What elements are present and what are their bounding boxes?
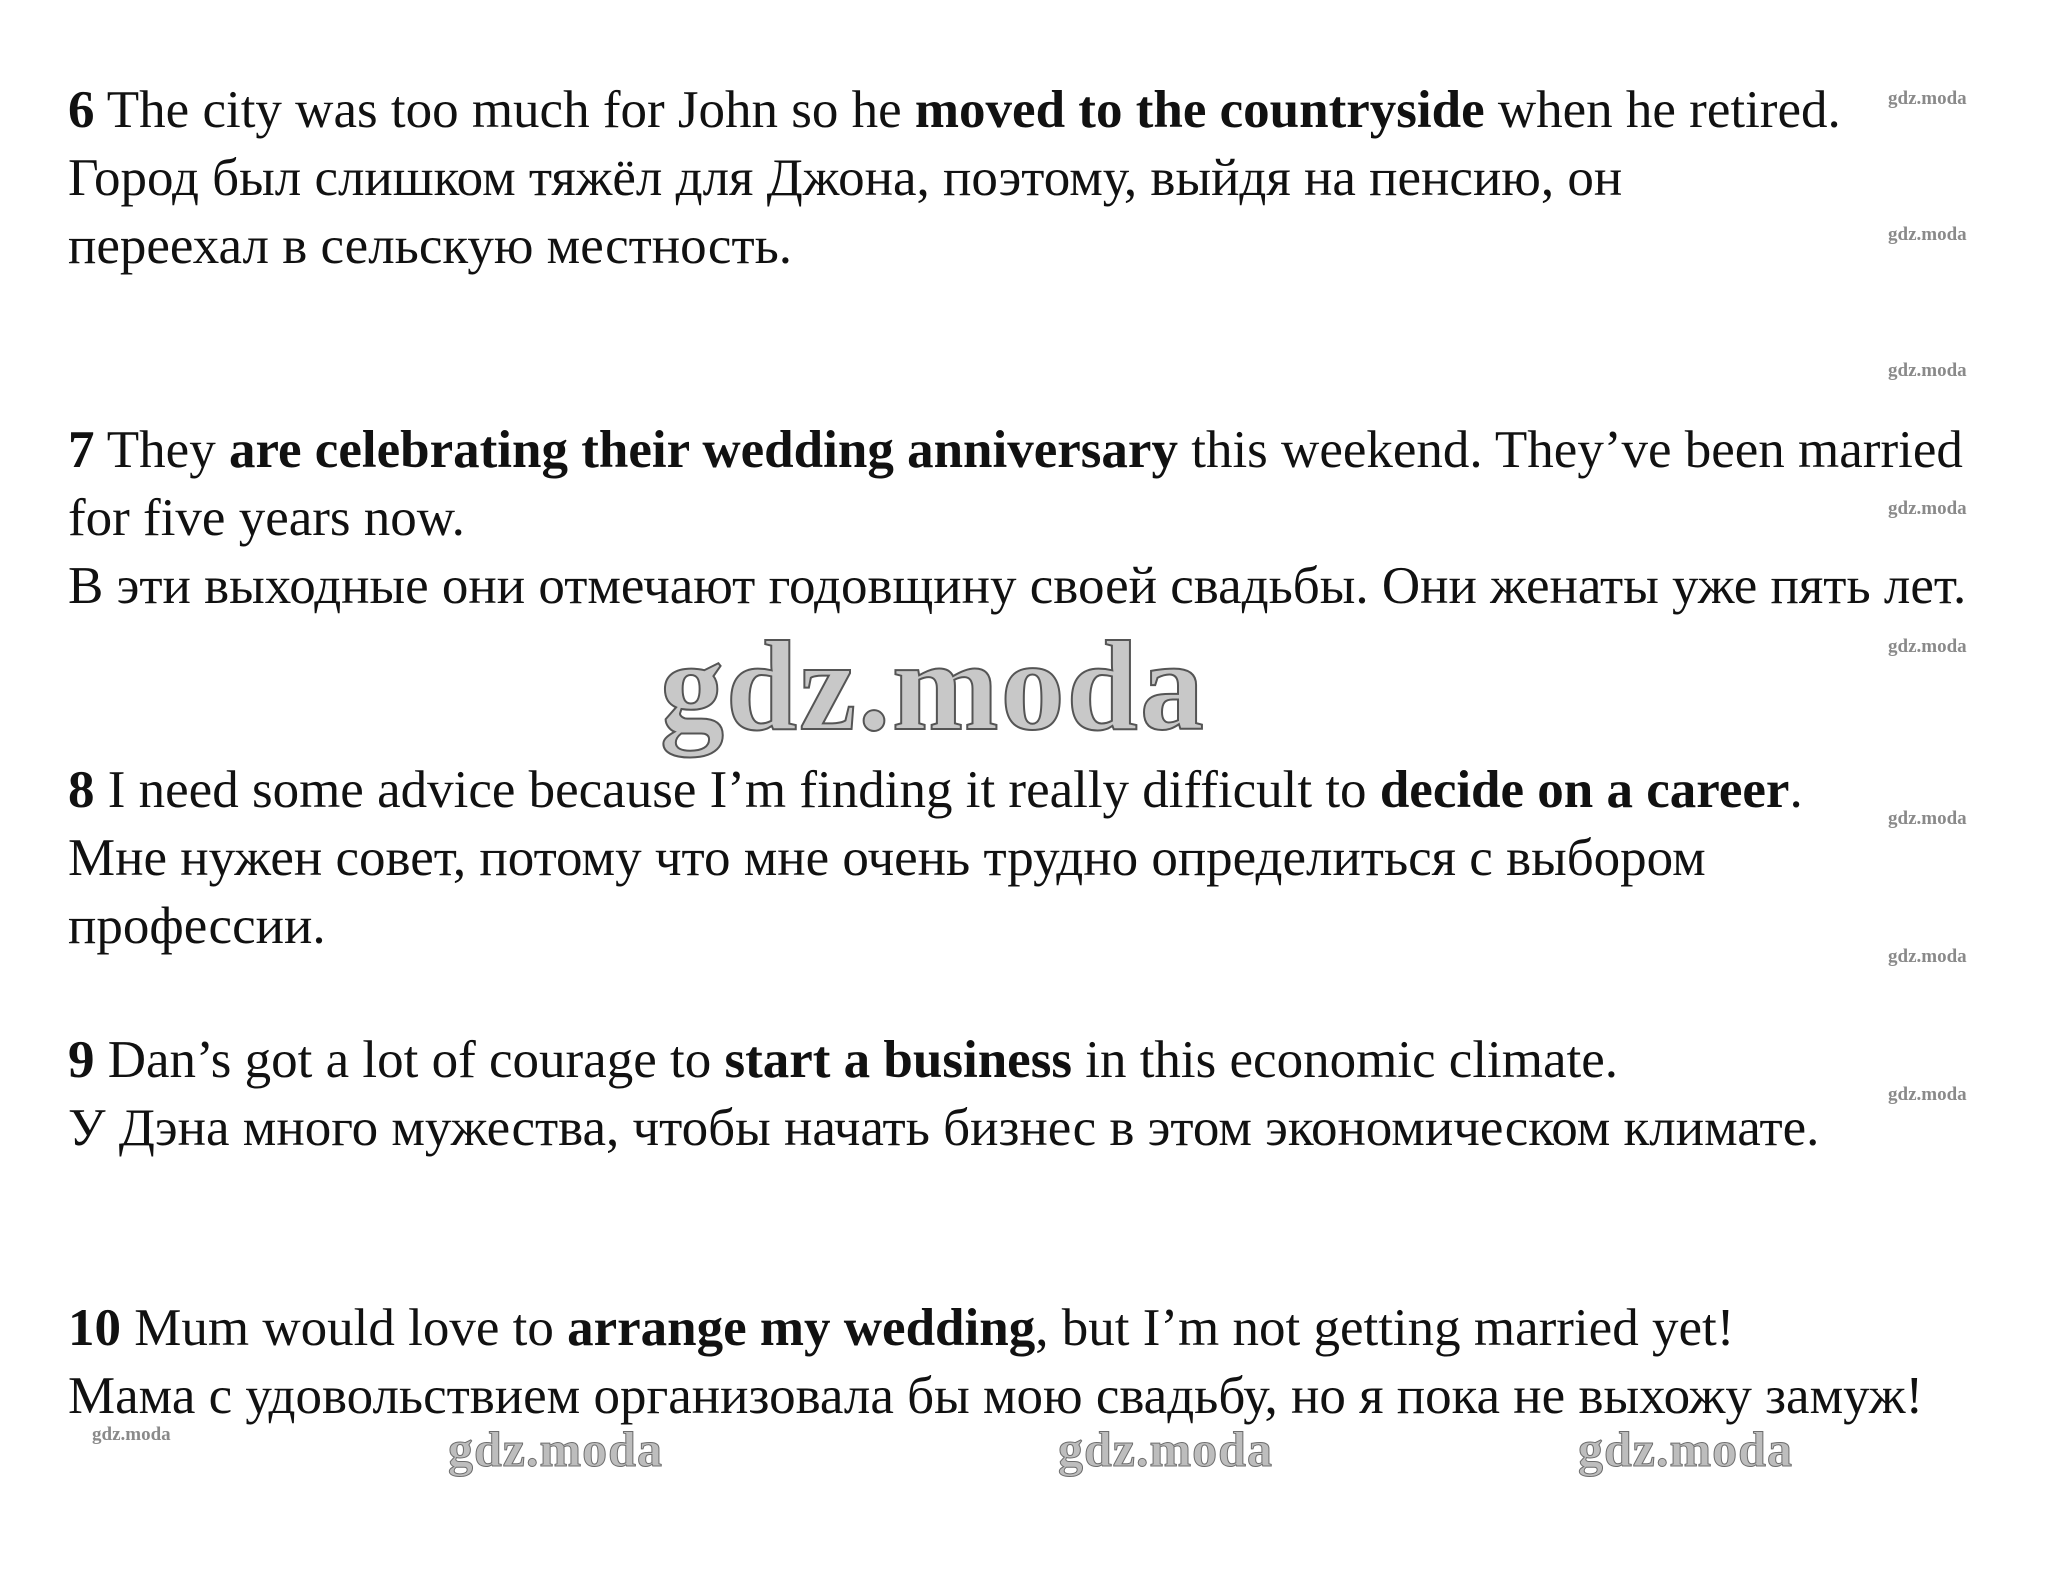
english-sentence (68, 1294, 2018, 1362)
key-phrase: arrange my wedding (567, 1299, 1036, 1357)
english-sentence (68, 1026, 1968, 1094)
watermark-large: gdz.moda (660, 615, 1206, 757)
sentence-text: this weekend. They’ve been married for five years now. (68, 421, 2003, 547)
watermark-small: gdz.moda (1888, 1084, 1967, 1105)
russian-translation: В эти выходные они отмечают годовщину своей свадьбы. Они женаты уже пять лет. (68, 557, 1967, 615)
watermark-medium: gdz.moda (448, 1421, 663, 1477)
sentence-text: when he retired. (1484, 81, 1841, 139)
russian-translation: Мама с удовольствием организовала бы мою свадьбу, но я пока не выхожу замуж! (68, 1367, 1924, 1425)
sentence-text: The city was too much for John so he (94, 81, 915, 139)
item-number: 10 (68, 1299, 121, 1357)
sentence-text: Mum would love to (121, 1299, 568, 1357)
item-number: 7 (68, 421, 95, 479)
watermark-small: gdz.moda (1888, 946, 1967, 967)
english-sentence (68, 416, 2018, 552)
watermark-small: gdz.moda (1888, 360, 1967, 381)
watermark-small: gdz.moda (92, 1424, 171, 1445)
watermark-small: gdz.moda (1888, 636, 1967, 657)
sentence-text: in this economic climate. (1071, 1031, 1619, 1089)
english-sentence (68, 756, 2058, 824)
exercise-item-10 (68, 1294, 2018, 1430)
watermark-small: gdz.moda (1888, 224, 1967, 245)
watermark-small: gdz.moda (1888, 88, 1967, 109)
item-number: 6 (68, 81, 95, 139)
watermark-medium: gdz.moda (1578, 1421, 1793, 1477)
key-phrase: decide on a career (1379, 761, 1790, 819)
exercise-item-6 (68, 76, 1868, 280)
russian-translation: Город был слишком тяжёл для Джона, поэтому, выйдя на пенсию, он переехал в сельскую местность. (68, 149, 1623, 275)
exercise-item-8 (68, 756, 2058, 960)
key-phrase: moved to the countryside (914, 81, 1485, 139)
russian-translation: Мне нужен совет, потому что мне очень трудно определиться с выбором профессии. (68, 829, 1706, 955)
exercise-item-9 (68, 1026, 1968, 1162)
english-sentence (68, 76, 1868, 144)
russian-translation: У Дэна много мужества, чтобы начать бизнес в этом экономическом климате. (68, 1099, 1820, 1157)
key-phrase: start a business (724, 1031, 1072, 1089)
sentence-text: I need some advice because I’m finding it really difficult to (94, 761, 1380, 819)
sentence-text: . (1789, 761, 1803, 819)
watermark-medium: gdz.moda (1058, 1421, 1273, 1477)
sentence-text: , but I’m not getting married yet! (1035, 1299, 1735, 1357)
item-number: 9 (68, 1031, 95, 1089)
sentence-text: Dan’s got a lot of courage to (94, 1031, 725, 1089)
watermark-small: gdz.moda (1888, 498, 1967, 519)
exercise-item-7 (68, 416, 2018, 620)
key-phrase: are celebrating their wedding anniversary (228, 421, 1178, 479)
item-number: 8 (68, 761, 95, 819)
sentence-text: They (94, 421, 229, 479)
watermark-small: gdz.moda (1888, 808, 1967, 829)
